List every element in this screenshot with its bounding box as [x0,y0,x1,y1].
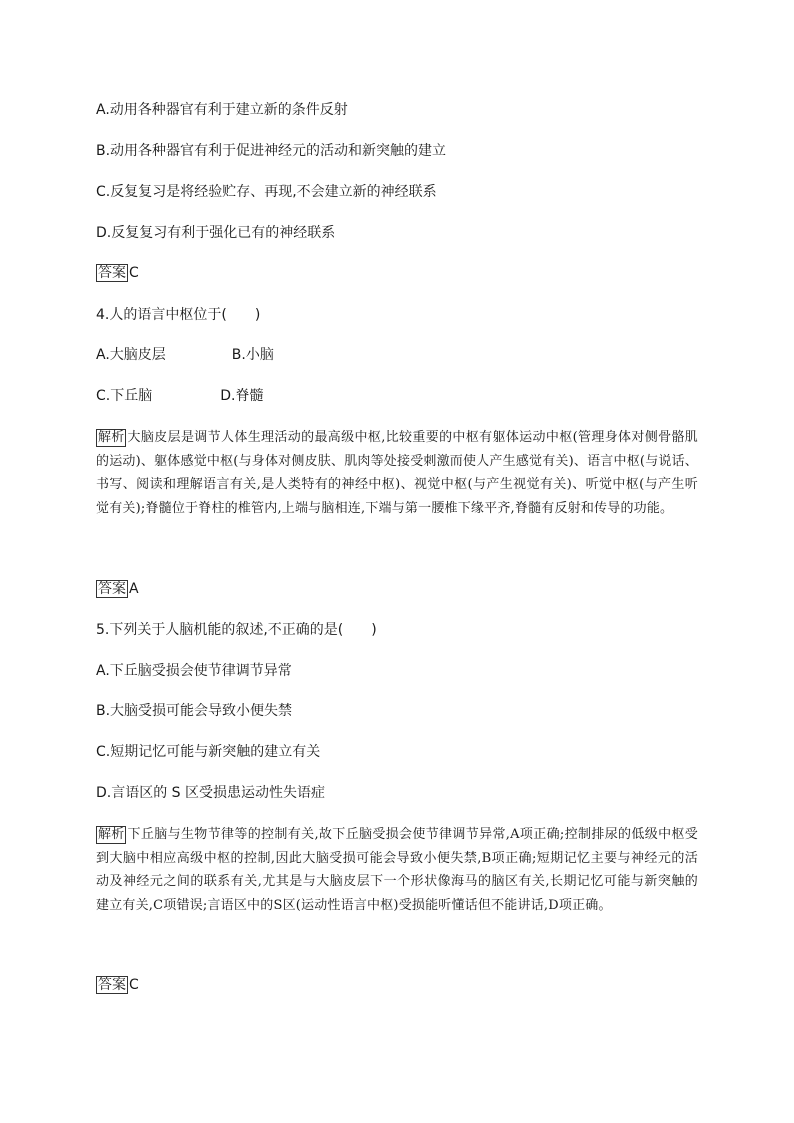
q4-analysis-text: 大脑皮层是调节人体生理活动的最高级中枢,比较重要的中枢有躯体运动中枢(管理身体对侧骨骼肌的运动)、躯体感觉中枢(与身体对侧皮肤、肌肉等处接受刺激而使人产生感觉有关)、语言中枢(与说话、书写、阅读和理解语言有关,是人类特有的神经中枢)、视觉中枢(与产生视觉有关)、听觉中枢(与产生听觉有关);脊髓位于脊柱的椎管内,上端与脑相连,下端与第一腰椎下缘平齐,脊髓有反射和传导的功能。 [96,430,698,516]
q4-option-c: C.下丘脑 [96,388,153,404]
answer-tag: 答案 [98,265,126,281]
q4-options-row1 [96,346,274,364]
q5-option-d: D.言语区的 S 区受损患运动性失语症 [96,785,326,801]
analysis-tag: 解析 [98,827,125,842]
q4-option-d: D.脊髓 [220,388,264,404]
q5-stem: 5.下列关于人脑机能的叙述,不正确的是( ) [96,622,377,638]
q5-answer [96,976,139,994]
q3-option-d: D.反复复习有利于强化已有的神经联系 [96,225,336,241]
q5-option-c: C.短期记忆可能与新突触的建立有关 [96,744,321,760]
q3-option-b: B.动用各种器官有利于促进神经元的活动和新突触的建立 [96,143,447,159]
q5-analysis [96,823,698,917]
q5-analysis-text: 下丘脑与生物节律等的控制有关,故下丘脑受损会使节律调节异常,A项正确;控制排尿的低级中枢受到大脑中相应高级中枢的控制,因此大脑受损可能会导致小便失禁,B项正确;短期记忆主要与神经元的活动及神经元之间的联系有关,尤其是与大脑皮层下一个形状像海马的脑区有关,长期记忆可能与新突触的建立有关,C项错误;言语区中的S区(运动性语言中枢)受损能听懂话但不能讲话,D项正确。 [96,827,698,913]
q5-option-a: A.下丘脑受损会使节律调节异常 [96,663,292,679]
q4-option-b: B.小脑 [231,347,274,363]
answer-value: C [129,265,139,281]
q3-option-a: A.动用各种器官有利于建立新的条件反射 [96,102,348,118]
answer-tag: 答案 [98,581,126,597]
q3-option-c: C.反复复习是将经验贮存、再现,不会建立新的神经联系 [96,184,437,200]
answer-value: A [129,581,139,597]
q4-answer [96,580,139,598]
analysis-tag: 解析 [98,430,125,445]
q4-analysis [96,426,698,520]
q4-option-a: A.大脑皮层 [96,347,166,363]
answer-value: C [129,977,139,993]
answer-tag: 答案 [98,977,126,993]
q3-answer [96,264,139,282]
q5-option-b: B.大脑受损可能会导致小便失禁 [96,703,293,719]
q4-stem: 4.人的语言中枢位于( ) [96,307,261,323]
q4-options-row2 [96,387,263,405]
